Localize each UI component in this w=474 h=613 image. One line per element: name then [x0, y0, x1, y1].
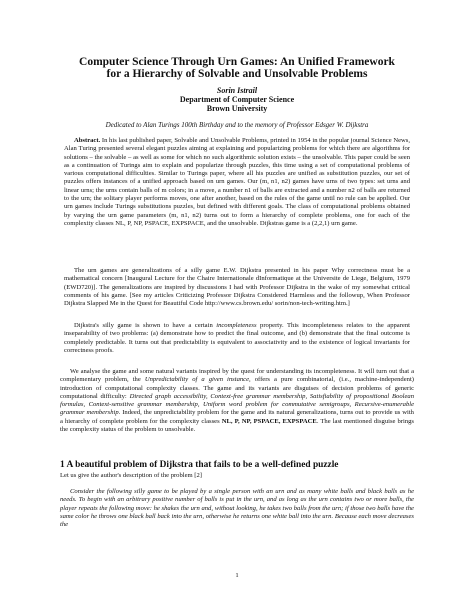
- incompleteness-term: incompleteness: [216, 322, 257, 329]
- author-university: Brown University: [206, 104, 268, 113]
- dijkstra-quote: Consider the following silly game to be played by a single person with an urn and as many white balls and black balls as he needs. To begin with an arbitrary positive number of balls is put in the urn, and as long as the urn contains two or more balls, the player repeats the following move: he shakes the urn and, without looking, he takes two balls from the urn; if those two balls have the same color he throws one black ball back into the urn, otherwise he returns one white ball into the urn. Because each move decreases the: [60, 488, 414, 529]
- abstract-label: Abstract.: [74, 137, 101, 144]
- incompleteness-paragraph-start: Dijkstra's silly game is shown to have a certain: [74, 322, 217, 329]
- urn-games-paragraph: The urn games are generalizations of a silly game E.W. Dijkstra presented in his paper Why correctness must be a mathematical concern [Inaugural Lecture for the Chaire Internationale dInformatique at the Universite de Liege, Belgium, 1979 (EWD720)]. The generalizations are inspired by discussions I had with Professor Dijkstra in the wake of my somewhat critical comments of his game. [See my articles Criticizing Professor Dijkstra Considered Harmless and the followup, When Professor Dijkstra Slapped Me in the Quest for Beautiful Code http://www.cs.brown.edu/ sorin/non-tech-writing.htm.]: [64, 267, 410, 308]
- paper-title-line-1: Computer Science Through Urn Games: An Unified Framework: [79, 56, 395, 68]
- analysis-text-a: We analyse the game and some natural variants inspired by the quest for understanding its incompleteness. It will turn out that a complementary problem, the: [60, 368, 414, 384]
- unpredictability-term: Unpredictability of a given instance: [144, 376, 250, 384]
- abstract-block: [64, 137, 410, 228]
- complexity-classes: NL, P, NP, PSPACE, EXPSPACE: [221, 417, 317, 425]
- analysis-paragraph: [60, 368, 414, 434]
- abstract-paragraph: [64, 137, 410, 228]
- paper-title-line-2: for a Hierarchy of Solvable and Unsolvable Problems: [106, 68, 368, 80]
- analysis-text-b: , offers a pure combinatorial, (i.e., machine-independent) introduction of computational complexity classes. The game and its variants are disguises of decision problems of generic computational difficulty:: [60, 376, 414, 400]
- dedication: Dedicated to Alan Turings 100th Birthday and to the memory of Professor Edsger W. Dijkstra: [105, 121, 369, 129]
- section-intro: Let us give the author's description of the problem [2]: [60, 472, 203, 479]
- analysis-paragraph-block: [60, 368, 414, 434]
- analysis-text-d: . The last mentioned disguise brings the complexity status of the problem to unsolvable.: [60, 417, 414, 434]
- analysis-text-c: . Indeed, the unpredictability problem for the game and its natural generalizations, turns out to provide us with a hierarchy of complete problem for the complexity classes: [60, 409, 414, 425]
- section-intro-block: [60, 472, 414, 480]
- incompleteness-paragraph-end: property. This incompleteness relates to the apparent inseparability of two problems: (a) demonstrate how to predict the final outcome, and (b) demonstrate that the final outcome is completely predictable. It turns out that predictability is equivalent to associativity and to the existence of logical invariants for correctness proofs.: [64, 322, 410, 354]
- author-name: Sorin Istrail: [216, 86, 258, 95]
- urn-games-paragraph-block: [64, 267, 410, 308]
- page-number: 1: [235, 572, 239, 579]
- decision-problems-list: Directed graph accessibility, Context-free grammar membership, Satisfiability of propositional Boolean formulas, Context-sensitive grammar membership, Uniform word problem for commutative semigroups, Recursive-enumerable grammar membership: [60, 392, 414, 417]
- incompleteness-paragraph: [64, 322, 410, 355]
- author-department: Department of Computer Science: [179, 95, 295, 104]
- incompleteness-paragraph-block: [64, 322, 410, 355]
- section-1-heading: 1 A beautiful problem of Dijkstra that fails to be a well-defined puzzle: [60, 460, 339, 470]
- quote-block: [60, 488, 414, 529]
- abstract-text: In his last published paper, Solvable and Unsolvable Problems, printed in 1954 in the popular journal Science News, Alan Turing presented several elegant puzzles aiming at explaining and popularizing problems for which there are algorithms for solutions – the solvable – as well as some for which no such algorithmic solution exists – the unsolvable. This paper could be seen as a continuation of Turings aim to explain and popularize through puzzles, this time using a set of computational problems of various computational difficulties. Similar to Turings paper, where all his puzzles are unified as substitution puzzles, our set of puzzles offers instances of a unified approach based on urn games. Our (m, n1, n2) games have urns of two types: set urns and linear urns; the urns contain balls of m colors; in a move, a number n1 of balls are extracted and a number n2 of balls are returned to the urn; the solitary player performs moves, one after another, based on the rules of the game until no rule can be applied. Our urn games include Turings substitutions puzzles, but defined with different goals. The class of computational problems obtained by varying the urn game parameters (m, n1, n2) turns out to form a hierarchy of complete problems, one for each of the complexity classes NL, P, NP, PSPACE, EXPSPACE, and the unsolvable. Dijkstras game is a (2,2,1) urn game.: [64, 137, 410, 227]
